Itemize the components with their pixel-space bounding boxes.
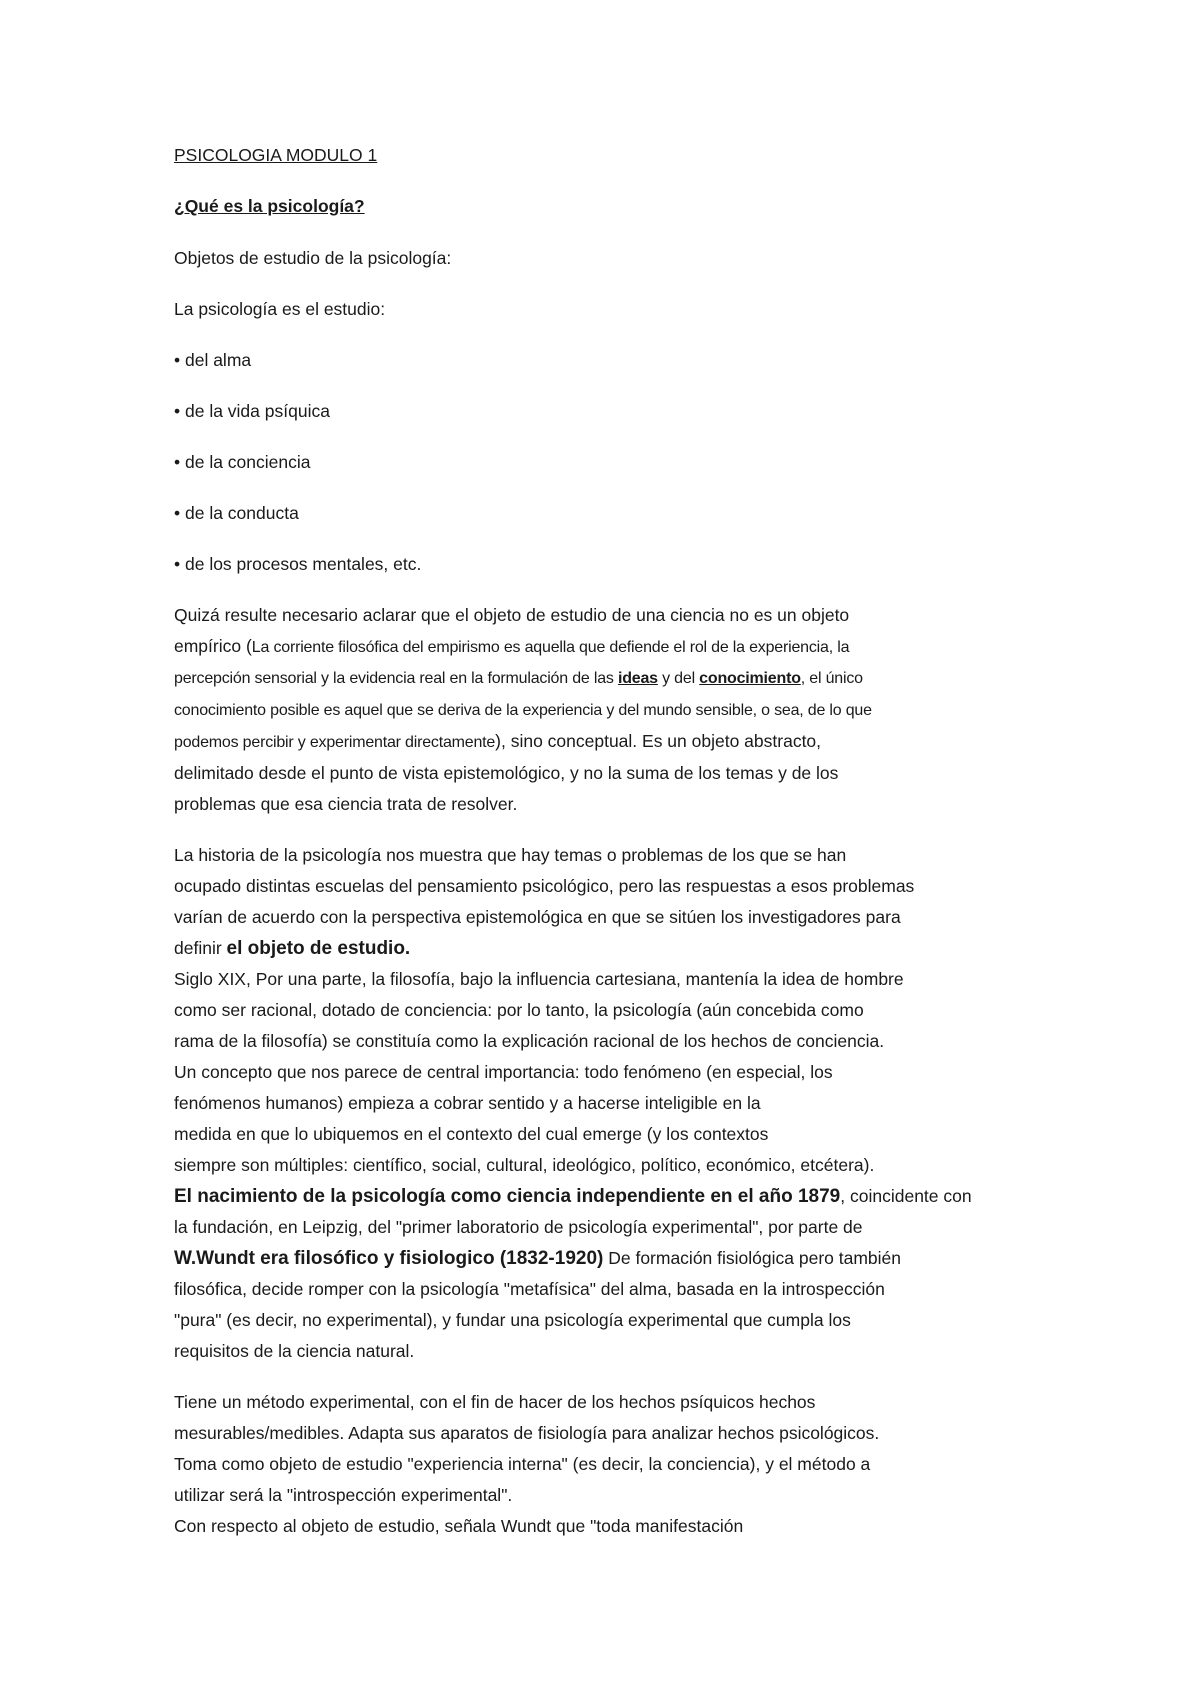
ideas-link[interactable]: ideas (617, 670, 658, 687)
para1-line-4 (174, 694, 1054, 726)
conocimiento-link[interactable]: conocimiento (699, 670, 801, 687)
para1-line-6: delimitado desde el punto de vista epistemológico, y no la suma de los temas y de los (174, 763, 839, 783)
para1-line-3 (174, 663, 1054, 694)
para2-line-4 (174, 933, 1054, 964)
section-heading (174, 191, 1054, 222)
para1-line-2-b: La corriente filosófica del empirismo es aquella que defiende el rol de la experiencia, la (251, 639, 850, 656)
para2-line-14-b: De formación fisiológica pero también (603, 1248, 902, 1268)
para2-line-16: "pura" (es decir, no experimental), y fundar una psicología experimental que cumpla los (174, 1310, 851, 1330)
para2-line-12-a: El nacimiento de la psicología como ciencia independiente en el año 1879 (174, 1186, 841, 1207)
section-heading-text: ¿Qué es la psicología? (174, 196, 365, 216)
bullet-item-2: • de la vida psíquica (174, 401, 330, 421)
document-title (174, 140, 1054, 171)
para2-line-1: La historia de la psicología nos muestra que hay temas o problemas de los que se han (174, 845, 847, 865)
para2-line-3: varían de acuerdo con la perspectiva epistemológica en que se sitúen los investigadores para (174, 907, 901, 927)
para2-line-4-b: el objeto de estudio. (226, 938, 411, 959)
para2-line-14-a: W.Wundt era filosófico y fisiologico (1832-1920) (174, 1248, 604, 1269)
para2-line-2: ocupado distintas escuelas del pensamiento psicológico, pero las respuestas a esos problemas (174, 876, 915, 896)
para2-line-6: como ser racional, dotado de conciencia: por lo tanto, la psicología (aún concebida como (174, 1000, 864, 1020)
para1-line-5-b: ), sino conceptual. Es un objeto abstracto, (495, 731, 822, 751)
para2-line-5: Siglo XIX, Por una parte, la filosofía, bajo la influencia cartesiana, mantenía la idea de hombre (174, 969, 904, 989)
objects-label: Objetos de estudio de la psicología: (174, 248, 452, 268)
para2-line-11: siempre son múltiples: científico, social, cultural, ideológico, político, económico, etcétera). (174, 1155, 875, 1175)
para3-line-2: mesurables/medibles. Adapta sus aparatos de fisiología para analizar hechos psicológicos. (174, 1423, 880, 1443)
para2-line-9: fenómenos humanos) empieza a cobrar sentido y a hacerse inteligible en la (174, 1093, 761, 1113)
para2-line-10: medida en que lo ubiquemos en el contexto del cual emerge (y los contextos (174, 1124, 769, 1144)
para2-line-4-a: definir (174, 938, 227, 958)
study-label: La psicología es el estudio: (174, 299, 386, 319)
para1-line-3-b: y del (657, 670, 700, 687)
para1-line-5 (174, 726, 1054, 758)
para2-line-15: filosófica, decide romper con la psicología "metafísica" del alma, basada en la introspección (174, 1279, 885, 1299)
bullet-item-5: • de los procesos mentales, etc. (174, 554, 422, 574)
para1-line-2 (174, 631, 1054, 663)
para2-line-8: Un concepto que nos parece de central importancia: todo fenómeno (en especial, los (174, 1062, 833, 1082)
para2-line-13: la fundación, en Leipzig, del "primer laboratorio de psicología experimental", por parte de (174, 1217, 863, 1237)
para1-line-3-a: percepción sensorial y la evidencia real en la formulación de las (174, 670, 618, 687)
para3-line-3: Toma como objeto de estudio "experiencia interna" (es decir, la conciencia), y el método a (174, 1454, 871, 1474)
para1-line-1: Quizá resulte necesario aclarar que el objeto de estudio de una ciencia no es un objeto (174, 605, 850, 625)
document-body (174, 140, 1054, 1562)
para2-line-7: rama de la filosofía) se constituía como la explicación racional de los hechos de conciencia. (174, 1031, 885, 1051)
bullet-item-4: • de la conducta (174, 503, 299, 523)
para2-line-14 (174, 1243, 1054, 1274)
paragraph-empiricism (174, 600, 1054, 820)
para1-line-4-text: conocimiento posible es aquel que se deriva de la experiencia y del mundo sensible, o sea, de lo que (174, 702, 872, 719)
para2-line-12 (174, 1181, 1054, 1212)
para2-line-17: requisitos de la ciencia natural. (174, 1341, 415, 1361)
para3-line-1: Tiene un método experimental, con el fin de hacer de los hechos psíquicos hechos (174, 1392, 816, 1412)
document-title-text: PSICOLOGIA MODULO 1 (174, 145, 378, 165)
paragraph-history (174, 840, 1054, 1367)
para1-line-2-a: empírico ( (174, 636, 252, 656)
bullet-item-1: • del alma (174, 350, 252, 370)
para2-line-12-b: , coincidente con (840, 1186, 972, 1206)
para3-line-4: utilizar será la "introspección experimental". (174, 1485, 513, 1505)
para1-line-5-a: podemos percibir y experimentar directamente (174, 734, 496, 751)
paragraph-method (174, 1387, 1054, 1542)
para1-line-7: problemas que esa ciencia trata de resolver. (174, 794, 518, 814)
bullet-item-3: • de la conciencia (174, 452, 311, 472)
para3-line-5: Con respecto al objeto de estudio, señala Wundt que "toda manifestación (174, 1516, 744, 1536)
para1-line-3-c: , el único (800, 670, 863, 687)
